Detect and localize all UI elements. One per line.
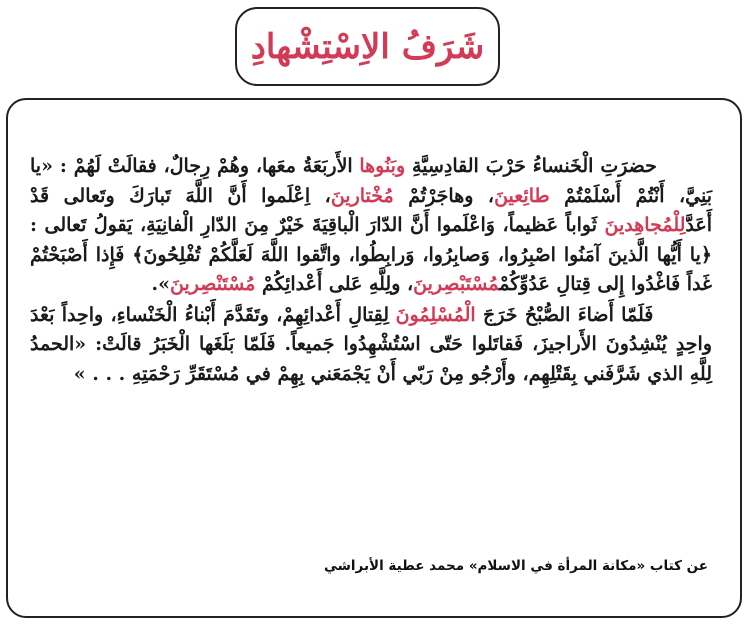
highlighted-word: الْمُسْلِمُونَ (395, 303, 476, 326)
highlighted-word: مُسْتَبْصِرينَ (413, 273, 500, 295)
text-segment: ثَواباً عَظيماً، وَاعْلَموا أَنَّ الدّارَ الْباقِيَةَ خَيْرٌ مِنَ الدّارِ الْفانِيَةِ، يَقولُ تَعالى : ﴿يا أَيُّها الَّذينَ آمَنُوا اصْبِرُوا، وَصابِرُوا، وَرابِطُوا، واتَّقوا اللَّهَ لَعَلَّكُمْ تُفْلِحُونَ﴾ فَإِذا أَصْبَحْتُمْ غَداً فَاغْدُوا إِلى قِتالِ عَدُوِّكُمْ (30, 214, 712, 295)
highlighted-word: طائِعينَ (494, 184, 550, 207)
text-segment: ، وهاجَرْتُمْ (393, 184, 495, 207)
highlighted-word: مُسْتَنْصِرينَ (170, 273, 256, 295)
highlighted-word: وبَنُوها (359, 155, 406, 177)
text-segment: الأَربَعَةُ معَها، وهُمْ رِجالٌ، فقالَتْ لَهُمْ : «يا بَنِيَّ، أَنْتُمْ أَسْلَمْتُمْ (30, 155, 712, 207)
paragraph-1 (30, 152, 712, 300)
source-citation: عن كتاب «مكانة المرأة في الاسلام» محمد عطية الأبراشي (324, 558, 708, 574)
article-box (6, 98, 742, 618)
text-segment: حضرَتِ الْخَنساءُ حَرْبَ القادِسِيَّةِ (405, 155, 657, 177)
text-segment: لِقِتالِ أَعْدائِهِمْ، وتَقَدَّمَ أَبْناءُ الْخَنْساءِ، واحِداً بَعْدَ واحِدٍ يُنْشِدُونَ الأَراجيزَ، فَقاتَلوا حَتّى اسْتُشْهِدُوا جَميعاً. فَلَمّا بَلَغَها الْخَبَرُ قالَتْ: «الحمدُ لِلَّهِ الذي شَرَّفَني بِقَتْلِهِم، وأَرْجُو مِنْ رَبّي أَنْ يَجْمَعَني بِهِمْ في مُسْتَقَرِّ رَحْمَتِهِ . . . » (30, 303, 712, 385)
page-title: شَرَفُ الاِسْتِشْهادِ (250, 26, 485, 67)
text-segment: ، اِعْلَموا أَنَّ اللَّهَ تَبارَكَ وتَعالى قَدْ أَعَدَّ (30, 184, 712, 236)
article-body (30, 152, 712, 389)
text-segment: فَلَمّا أَضاءَ الصُّبْحُ خَرَجَ (475, 303, 654, 326)
highlighted-word: لِلْمُجاهِدينَ (604, 214, 686, 236)
text-segment: ». (151, 273, 171, 295)
title-box (235, 7, 500, 86)
text-segment: ، ولِلَّهِ عَلى أَعْدائِكُمْ (255, 273, 414, 295)
highlighted-word: مُخْتارينَ (330, 184, 394, 207)
paragraph-2 (30, 301, 712, 390)
